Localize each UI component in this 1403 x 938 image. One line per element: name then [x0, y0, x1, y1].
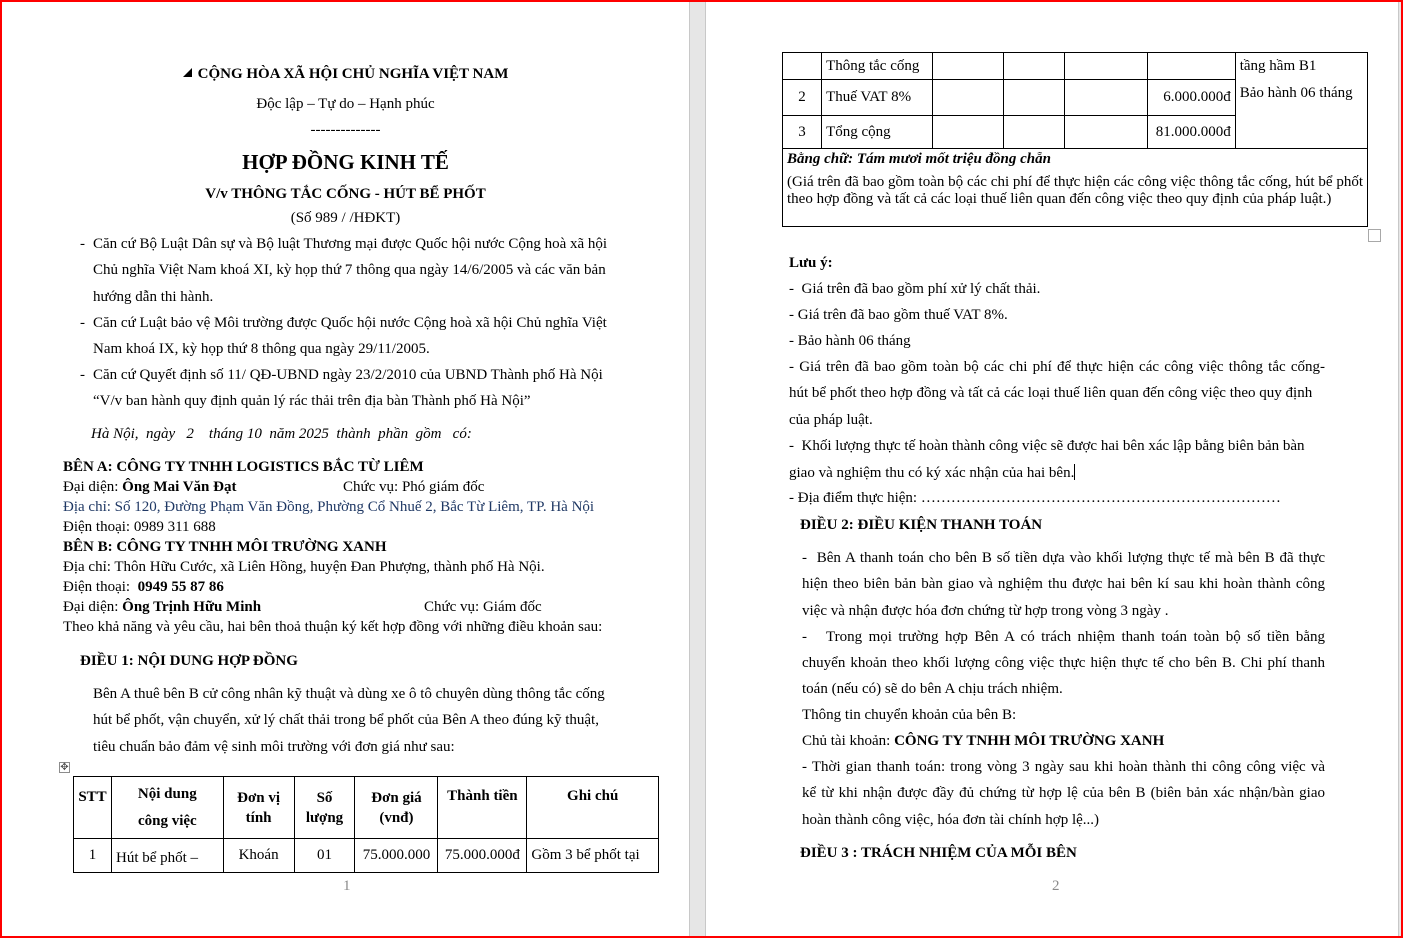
note-3: - Bảo hành 06 tháng — [789, 333, 911, 349]
article-1-line-1: Bên A thuê bên B cử công nhân kỹ thuật và dùng xe ô tô chuyên dùng thông tắc cống — [93, 686, 605, 702]
header-text: (vnđ) — [379, 810, 414, 826]
rep-name: Ông Mai Văn Đạt — [122, 479, 237, 495]
cell-notes[interactable] — [1235, 53, 1367, 149]
basis-1-line-3: hướng dẫn thi hành. — [93, 289, 214, 305]
article-1-heading: ĐIỀU 1: NỘI DUNG HỢP ĐỒNG — [80, 653, 298, 669]
account-label: Chủ tài khoản: — [802, 733, 895, 749]
contract-number: (Số 989 / /HĐKT) — [290, 210, 401, 226]
article-2-p2-line-2: chuyển khoản theo khối lượng công việc thực hiện thực tế cho bên B. Chi phí thanh — [802, 655, 1325, 671]
page-number-2: 2 — [1052, 878, 1060, 894]
header-text: Nội dung — [137, 785, 197, 802]
notes-heading: Lưu ý: — [789, 255, 833, 271]
note-1: - Giá trên đã bao gồm phí xử lý chất thải. — [789, 281, 1041, 297]
article-2-p1-line-1: - Bên A thanh toán cho bên B số tiền dựa vào khối lượng thực tế mà bên B đã thực — [802, 550, 1325, 566]
table-row — [783, 53, 1368, 80]
rep-label: Đại diện: — [63, 479, 123, 495]
phone-label: Điện thoại: — [63, 579, 138, 595]
cell-unit-price[interactable]: 75.000.000 — [355, 839, 438, 873]
article-2-p3-line-1: - Thời gian thanh toán: trong vòng 3 ngày sau khi hoàn thành thi công công việc và — [802, 759, 1325, 775]
note-4-line-3: của pháp luật. — [789, 412, 873, 428]
basis-bullet-3: - — [80, 367, 85, 383]
contract-title: HỢP ĐỒNG KINH TẾ — [242, 150, 449, 174]
rep-name: Ông Trịnh Hữu Minh — [122, 599, 262, 615]
cell-unit-price[interactable] — [1065, 116, 1147, 149]
cell-quantity[interactable] — [1004, 80, 1065, 116]
cell-content[interactable]: Hút bể phốt – — [111, 839, 223, 873]
article-2-p3-line-3: hoàn thành công việc, hóa đơn tài chính hợp lệ...) — [802, 812, 1100, 828]
header-content — [111, 777, 223, 839]
account-holder — [802, 733, 1164, 750]
cell-stt[interactable]: 1 — [74, 839, 112, 873]
article-2-p1-line-2: hiện theo biên bản bàn giao và nghiệm thu được hai bên kí sau khi hoàn thành công — [802, 576, 1325, 592]
separator: -------------- — [310, 122, 381, 138]
cell-amount[interactable] — [1147, 53, 1235, 80]
party-b-heading: BÊN B: CÔNG TY TNHH MÔI TRƯỜNG XANH — [63, 539, 387, 555]
party-b-phone — [63, 579, 224, 596]
header-text: Ghi chú — [567, 788, 619, 804]
cell-stt[interactable]: 2 — [783, 80, 822, 116]
party-a-heading: BÊN A: CÔNG TY TNHH LOGISTICS BẮC TỪ LIÊM — [63, 459, 424, 475]
party-a-phone: Điện thoại: 0989 311 688 — [63, 519, 216, 535]
table-move-handle-icon[interactable]: ✥ — [60, 762, 69, 773]
cell-unit[interactable] — [933, 53, 1004, 80]
header-text: công việc — [137, 812, 197, 829]
country-header — [2, 66, 689, 83]
table-resize-handle-icon[interactable] — [1368, 229, 1381, 242]
cell-unit[interactable] — [933, 80, 1004, 116]
header-stt — [74, 777, 112, 839]
basis-bullet-2: - — [80, 315, 85, 331]
country-header-text: CỘNG HÒA XÃ HỘI CHỦ NGHĨA VIỆT NAM — [197, 66, 509, 82]
party-b-address: Địa chỉ: Thôn Hữu Cước, xã Liên Hồng, huyện Đan Phượng, thành phố Hà Nội. — [63, 559, 545, 575]
header-text: Số — [316, 790, 333, 806]
header-text: tính — [245, 810, 272, 826]
rep-label: Đại diện: — [63, 599, 123, 615]
cell-amount[interactable]: 81.000.000đ — [1147, 116, 1235, 149]
article-1-line-3: tiêu chuẩn bảo đảm vệ sinh môi trường với đơn giá như sau: — [93, 739, 455, 755]
notes-line: Bảo hành 06 tháng — [1239, 85, 1353, 101]
header-amount — [438, 777, 527, 839]
cell-unit[interactable] — [933, 116, 1004, 149]
note-5-text: giao và nghiệm thu có ký xác nhận của hai bên. — [789, 465, 1075, 481]
basis-3-line-2: “V/v ban hành quy định quản lý rác thải trên địa bàn Thành phố Hà Nội” — [93, 393, 531, 409]
agreement-line: Theo khả năng và yêu cầu, hai bên thoả thuận ký kết hợp đồng với những điều khoản sau: — [63, 619, 603, 635]
document-page-1[interactable] — [2, 2, 689, 936]
party-b-position: Chức vụ: Giám đốc — [424, 599, 542, 615]
header-unit — [223, 777, 294, 839]
article-2-p1-line-3: việc và nhận được hóa đơn chứng từ hợp trong vòng 3 ngày . — [802, 603, 1169, 619]
basis-bullet-1: - — [80, 236, 85, 252]
article-2-p2-line-3: toán (nếu có) sẽ do bên A chịu trách nhiệm. — [802, 681, 1063, 697]
article-2-p3-line-2: kể từ khi nhận được đầy đủ chứng từ hợp lệ của bên B (biên bản xác nhận/bàn giao — [802, 785, 1325, 801]
header-text: Đơn vị — [237, 790, 281, 806]
cell-content[interactable]: Thông tắc cống — [822, 53, 933, 80]
cell-stt[interactable]: 3 — [783, 116, 822, 149]
cell-notes[interactable]: Gồm 3 bể phốt tại — [527, 839, 659, 873]
table-header-row — [74, 777, 659, 839]
phone-value: 0949 55 87 86 — [137, 579, 224, 595]
party-a-position: Chức vụ: Phó giám đốc — [343, 479, 485, 495]
table-row — [74, 839, 659, 873]
price-table-part-1 — [73, 776, 659, 873]
cell-unit-price[interactable] — [1065, 53, 1147, 80]
price-inclusion-note: (Giá trên đã bao gồm toàn bộ các chi phí để thực hiện các công việc thông tắc cống, hút bể phốt theo hợp đồng và tất cả các loại thuế liên quan đến công việc theo quy định của pháp luật.) — [787, 174, 1363, 207]
header-text: Đơn giá — [371, 790, 422, 806]
cell-summary[interactable] — [783, 149, 1368, 227]
table-summary-row — [783, 149, 1368, 227]
basis-1-line-2: Chủ nghĩa Việt Nam khoá XI, kỳ họp thứ 7 thông qua ngày 14/6/2005 và các văn bản — [93, 262, 606, 278]
cell-content[interactable]: Tổng cộng — [822, 116, 933, 149]
text-cursor — [1074, 464, 1075, 480]
cell-amount[interactable]: 6.000.000đ — [1147, 80, 1235, 116]
note-5-line-1: - Khối lượng thực tế hoàn thành công việc sẽ được hai bên xác lập bằng biên bản bàn — [789, 438, 1305, 454]
basis-2-line-1: Căn cứ Luật bảo vệ Môi trường được Quốc hội nước Cộng hoà xã hội Chủ nghĩa Việt — [93, 315, 607, 331]
cell-amount[interactable]: 75.000.000đ — [438, 839, 527, 873]
amount-in-words: Bằng chữ: Tám mươi mốt triệu đồng chẵn — [787, 151, 1051, 167]
cell-quantity[interactable] — [1004, 53, 1065, 80]
article-3-heading: ĐIỀU 3 : TRÁCH NHIỆM CỦA MỖI BÊN — [800, 845, 1077, 861]
price-table-part-2 — [782, 52, 1368, 227]
article-1-line-2: hút bể phốt, vận chuyển, xử lý chất thải trong bể phốt của Bên A theo đúng kỹ thuật, — [93, 712, 599, 728]
cell-unit-price[interactable] — [1065, 80, 1147, 116]
vertical-scrollbar-track[interactable] — [1398, 2, 1401, 936]
note-4-line-1: - Giá trên đã bao gồm toàn bộ các chi phí để thực hiện các công việc thông tắc cống- — [789, 359, 1325, 375]
article-2-heading: ĐIỀU 2: ĐIỀU KIỆN THANH TOÁN — [800, 517, 1043, 533]
motto: Độc lập – Tự do – Hạnh phúc — [256, 96, 435, 112]
basis-1-line-1: Căn cứ Bộ Luật Dân sự và Bộ luật Thương mại được Quốc hội nước Cộng hoà xã hội — [93, 236, 608, 252]
cell-unit[interactable]: Khoán — [223, 839, 294, 873]
party-a-representative — [63, 479, 236, 496]
header-quantity — [294, 777, 355, 839]
header-text: STT — [78, 789, 107, 805]
basis-2-line-2: Nam khoá IX, kỳ họp thứ 8 thông qua ngày 29/11/2005. — [93, 341, 430, 357]
header-text: lượng — [305, 810, 344, 826]
header-notes — [527, 777, 659, 839]
article-2-p2-line-1: - Trong mọi trường hợp Bên A có trách nhiệm thanh toán toàn bộ số tiền bằng — [802, 629, 1325, 645]
party-a-address: Địa chỉ: Số 120, Đường Phạm Văn Đồng, Phường Cổ Nhuế 2, Bắc Từ Liêm, TP. Hà Nội — [63, 499, 595, 515]
document-page-2[interactable] — [706, 2, 1398, 936]
account-name: CÔNG TY TNHH MÔI TRƯỜNG XANH — [894, 733, 1165, 749]
basis-3-line-1: Căn cứ Quyết định số 11/ QĐ-UBND ngày 23/2/2010 của UBND Thành phố Hà Nội — [93, 367, 603, 383]
page-number-1: 1 — [343, 878, 351, 894]
contract-subject: V/v THÔNG TẮC CỐNG - HÚT BỂ PHỐT — [205, 186, 486, 202]
date-line: Hà Nội, ngày 2 tháng 10 năm 2025 thành phần gồm có: — [91, 426, 472, 442]
notes-line: tầng hầm B1 — [1239, 58, 1317, 74]
note-2: - Giá trên đã bao gồm thuế VAT 8%. — [789, 307, 1008, 323]
location-line[interactable]: - Địa điểm thực hiện: ……………………………………………………………… — [789, 490, 1281, 506]
cell-content[interactable]: Thuế VAT 8% — [822, 80, 933, 116]
bank-info-label: Thông tin chuyển khoản của bên B: — [802, 707, 1017, 723]
page-gap — [689, 2, 706, 936]
cell-quantity[interactable]: 01 — [294, 839, 355, 873]
party-b-representative — [63, 599, 261, 616]
note-5-line-2 — [789, 464, 1075, 482]
cell-quantity[interactable] — [1004, 116, 1065, 149]
header-unit-price — [355, 777, 438, 839]
note-4-line-2: hút bể phốt theo hợp đồng và tất cả các loại thuế liên quan đến công việc theo quy định — [789, 385, 1313, 401]
header-text: Thành tiền — [447, 788, 518, 804]
collapse-triangle-icon[interactable] — [183, 68, 192, 77]
cell-stt[interactable] — [783, 53, 822, 80]
